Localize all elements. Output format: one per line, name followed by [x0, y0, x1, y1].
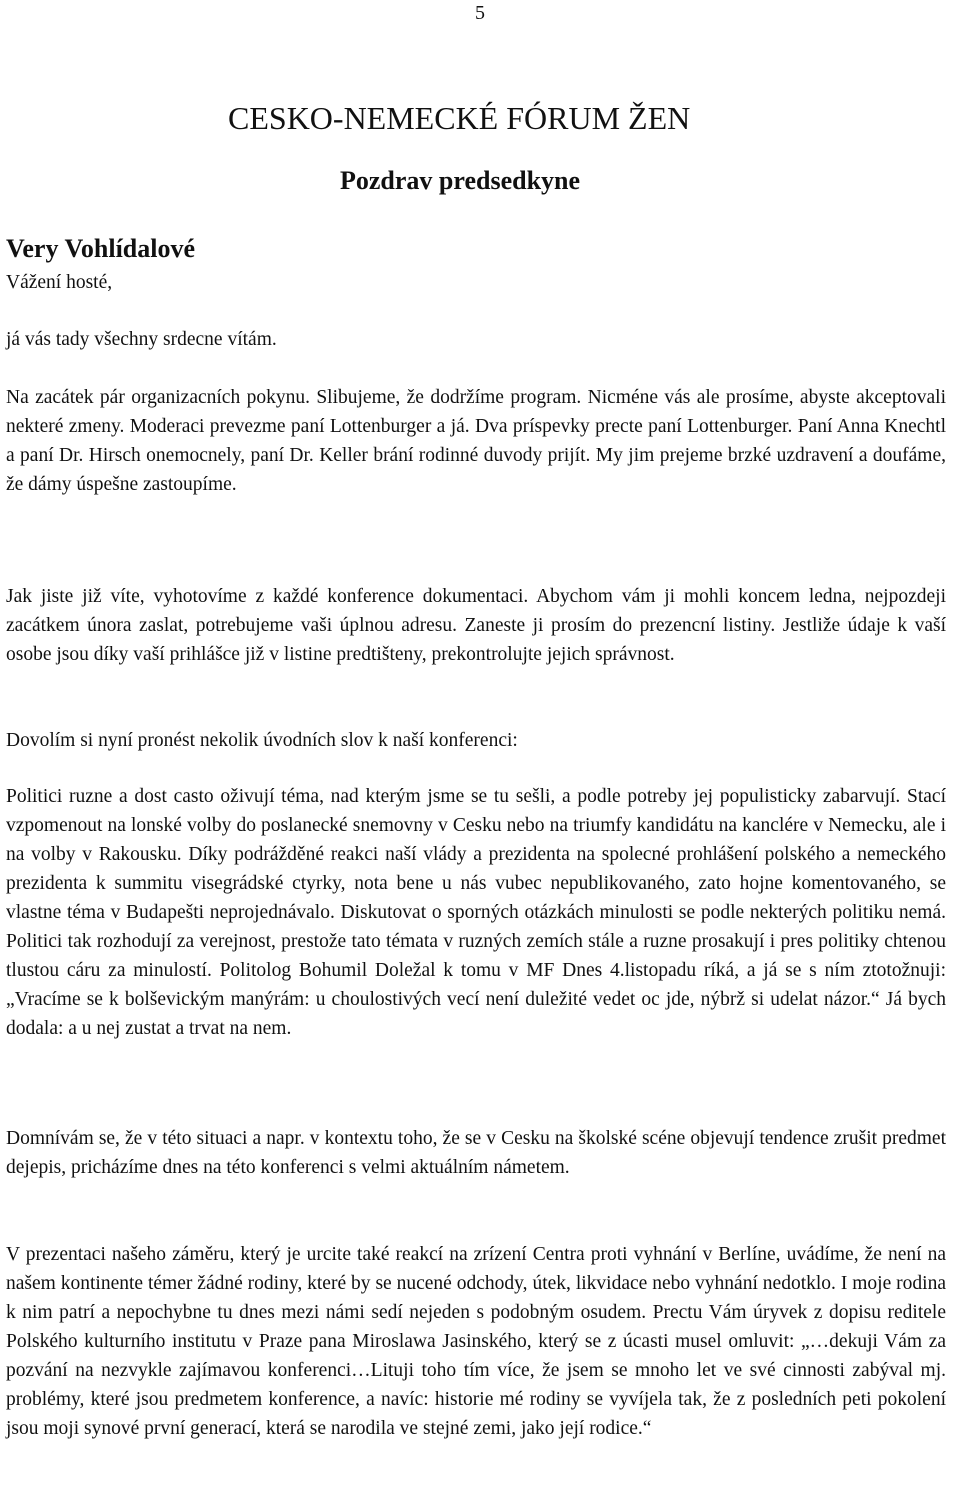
- paragraph-documentation: [6, 582, 946, 669]
- salutation: Vážení hosté,: [6, 272, 113, 293]
- document-title: CESKO-NEMECKÉ FÓRUM ŽEN: [228, 100, 691, 136]
- paragraph-context: [6, 1124, 946, 1182]
- paragraph: Politici ruzne a dost casto oživují téma, nad kterým jsme se tu sešli, a podle potreby jej populisticky zabarvují. Stací vzpomenout na lonské volby do poslanecké snemovny v Cesku nebo na triumfy kandidátu na kanclére v Nemecku, ale i na volby v Rakousku. Díky podrážděné reakci naší vlády a prezidenta na spolecné prohlášení polského a nemeckého prezidenta k summitu visegrádské ctyrky, nota bene u nás vubec nepublikovaného, zato hojne komentovaného, se vlastne téma v Budapešti neprojednávalo. Diskutovat o sporných otázkách minulosti se podle nekterých politiku nemá. Politici tak rozhodují za verejnost, prestože tato témata v ruzných zemích stále a ruzne prosakují i pres politiky chtenou tlustou cáru za minulostí. Politolog Bohumil Doležal k tomu v MF Dnes 4.listopadu ríká, a já se s ním ztotožnuji: „Vracíme se k bolševickým manýrám: u choulostivých vecí není duležité vedet oc jde, nýbrž si udelat názor.“ Já bych dodala: a u nej zustat a trvat na nem.: [6, 786, 946, 1039]
- paragraph: Jak jiste již víte, vyhotovíme z každé konference dokumentaci. Abychom vám ji mohli koncem ledna, nejpozdeji zacátkem února zaslat, potrebujeme vaši úplnou adresu. Zaneste ji prosím do prezencní listiny. Jestliže údaje k vaší osobe jsou díky vaší prihlášce již v listine predtišteny, prekontrolujte jejich správnost.: [6, 586, 946, 665]
- salutation-block: [6, 268, 946, 297]
- welcome-line: já vás tady všechny srdecne vítám.: [6, 329, 277, 350]
- paragraph-presentation: [6, 1240, 946, 1443]
- paragraph-intro: [6, 726, 946, 755]
- paragraph-organization: [6, 383, 946, 499]
- paragraph: Na zacátek pár organizacních pokynu. Slibujeme, že dodržíme program. Nicméne vás ale prosíme, abyste akceptovali nekteré zmeny. Moderaci prevezme paní Lottenburger a já. Dva príspevky precte paní Lottenburger. Paní Anna Knechtl a paní Dr. Hirsch onemocnely, paní Dr. Keller brání rodinné duvody prijít. My jim prejeme brzké uzdravení a doufáme, že dámy úspešne zastoupíme.: [6, 387, 946, 495]
- paragraph: Domnívám se, že v této situaci a napr. v kontextu toho, že se v Cesku na školské scéne objevují tendence zrušit predmet dejepis, pricházíme dnes na této konferenci s velmi aktuálním námetem.: [6, 1128, 946, 1178]
- author-name: Very Vohlídalové: [6, 234, 196, 263]
- document-subtitle: Pozdrav predsedkyne: [340, 166, 581, 195]
- paragraph: Dovolím si nyní pronést nekolik úvodních slov k naší konferenci:: [6, 730, 518, 751]
- paragraph-politics: [6, 782, 946, 1043]
- welcome-block: [6, 325, 946, 354]
- paragraph: V prezentaci našeho záměru, který je urcite také reakcí na zrízení Centra proti vyhnání v Berlíne, uvádíme, že není na našem kontinente témer žádné rodiny, které by se nucené odchody, útek, likvidace nebo vyhnání nedotklo. I moje rodina k nim patrí a nepochybne tu dnes mezi námi sedí nejeden s podobným osudem. Prectu Vám úryvek z dopisu reditele Polského kulturního institutu v Praze pana Miroslawa Jasinského, který se z úcasti musel omluvit: „…dekuji Vám za pozvání na nezvykle zajímavou konferenci…Lituji toho tím více, že jsem se mnoho let ve své cinnosti zabýval mj. problémy, které jsou predmetem konference, a navíc: historie mé rodiny se vyvíjela tak, že z posledních peti pokolení jsou moji synové první generací, která se narodila ve stejné zemi, jako její rodice.“: [6, 1244, 946, 1439]
- page-number: 5: [475, 2, 485, 24]
